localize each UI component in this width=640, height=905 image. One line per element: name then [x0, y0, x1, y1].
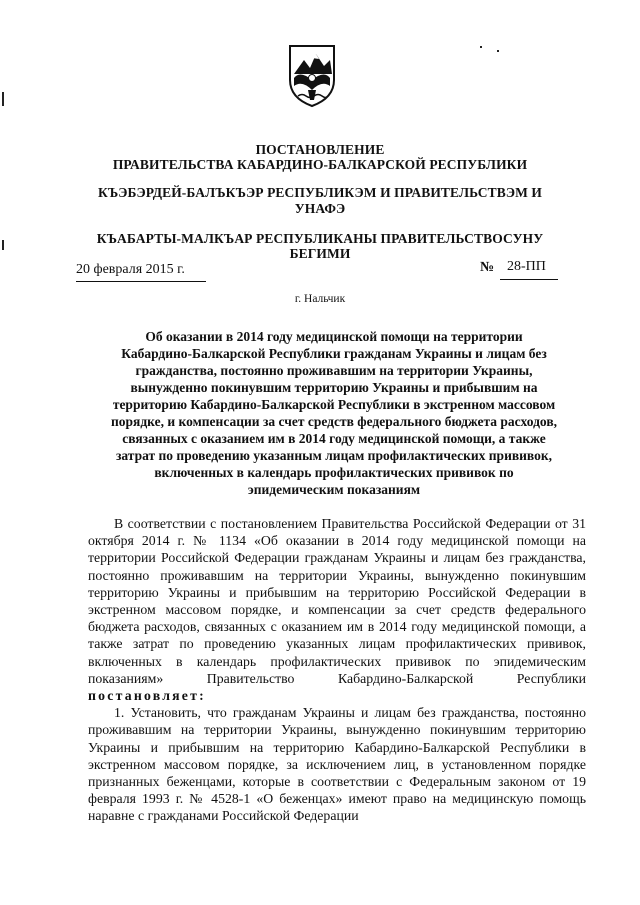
date-underline	[76, 281, 206, 282]
scan-artifact	[480, 46, 482, 48]
coat-of-arms-icon	[286, 40, 338, 108]
government-name-balkar-line1: КЪАБАРТЫ-МАЛКЪАР РЕСПУБЛИКАНЫ ПРАВИТЕЛЬСТВОСУНУ	[96, 231, 544, 246]
title-line: порядке, и компенсации за счет средств федерального бюджета расходов,	[110, 414, 557, 429]
title-line: включенных в календарь профилактических прививок по	[154, 465, 514, 480]
preamble-paragraph	[88, 515, 586, 704]
title-line: территорию Кабардино-Балкарской Республики в экстренном массовом	[112, 397, 556, 412]
title-line: связанных с оказанием им в 2014 году медицинской помощи, а также	[122, 431, 546, 446]
government-name-kabardian-line1: КЪЭБЭРДЕЙ-БАЛЪКЪЭР РЕСПУБЛИКЭМ И ПРАВИТЕЛЬСТВЭМ И	[97, 185, 543, 200]
resolution-verb: постановляет:	[88, 688, 206, 704]
decree-title	[84, 328, 584, 498]
title-line: гражданства, постоянно проживавшим на территории Украины,	[135, 363, 533, 378]
government-name-kabardian-line2: УНАФЭ	[294, 201, 346, 216]
city: г. Нальчик	[294, 293, 346, 305]
decree-body	[88, 515, 586, 825]
scan-artifact	[2, 92, 4, 106]
scan-artifact	[497, 50, 499, 52]
preamble-text: В соответствии с постановлением Правительства Российской Федерации от 31 октября 2014 г. № 1134 «Об оказании в 2014 году медицинской помощи на территории Российской Федерации гражданам Украины и лицам без гражданства, постоянно проживавшим на территории Украины, вынужденно покинувшим территорию Украины и прибывшим на территорию Российской Федерации в экстренном массовом порядке, и компенсации за счет средств федерального бюджета расходов, связанных с оказанием им в 2014 году медицинской помощи, а также затрат по проведению указанных лицам профилактических прививок, включенных в календарь профилактических прививок по эпидемическим показаниям» Правительство Кабардино-Балкарской Республики	[88, 516, 586, 686]
decree-heading: ПОСТАНОВЛЕНИЕ	[255, 142, 385, 157]
title-line: вынужденно покинувшим территорию Украины и прибывшим на	[130, 380, 538, 395]
clause-1-paragraph: 1. Установить, что гражданам Украины и лицам без гражданства, постоянно проживавшим на территории Украины, вынужденно покинувшим территорию Украины и прибывшим на территорию Кабардино-Балкарской Республики в экстренном массовом порядке, за исключением лиц, в установленном порядке признанных беженцами, которые в соответствии с Федеральным законом от 19 февраля 1993 г. № 4528-1 «О беженцах» имеют право на медицинскую помощь наравне с гражданами Российской Федерации	[88, 705, 586, 824]
government-name-ru: ПРАВИТЕЛЬСТВА КАБАРДИНО-БАЛКАРСКОЙ РЕСПУБЛИКИ	[112, 157, 528, 172]
title-line: эпидемическим показаниям	[247, 482, 421, 497]
decree-number: 28-ПП	[507, 259, 546, 274]
title-line: затрат по проведению указанным лицам профилактических прививок,	[115, 448, 553, 463]
decree-date: 20 февраля 2015 г.	[76, 262, 185, 277]
number-underline	[500, 279, 558, 280]
number-sign: №	[480, 260, 495, 275]
title-line: Об оказании в 2014 году медицинской помощи на территории	[145, 329, 523, 344]
scan-artifact	[2, 240, 4, 250]
government-name-balkar-line2: БЕГИМИ	[289, 246, 351, 261]
title-line: Кабардино-Балкарской Республики гражданам Украины и лицам без	[121, 346, 547, 361]
